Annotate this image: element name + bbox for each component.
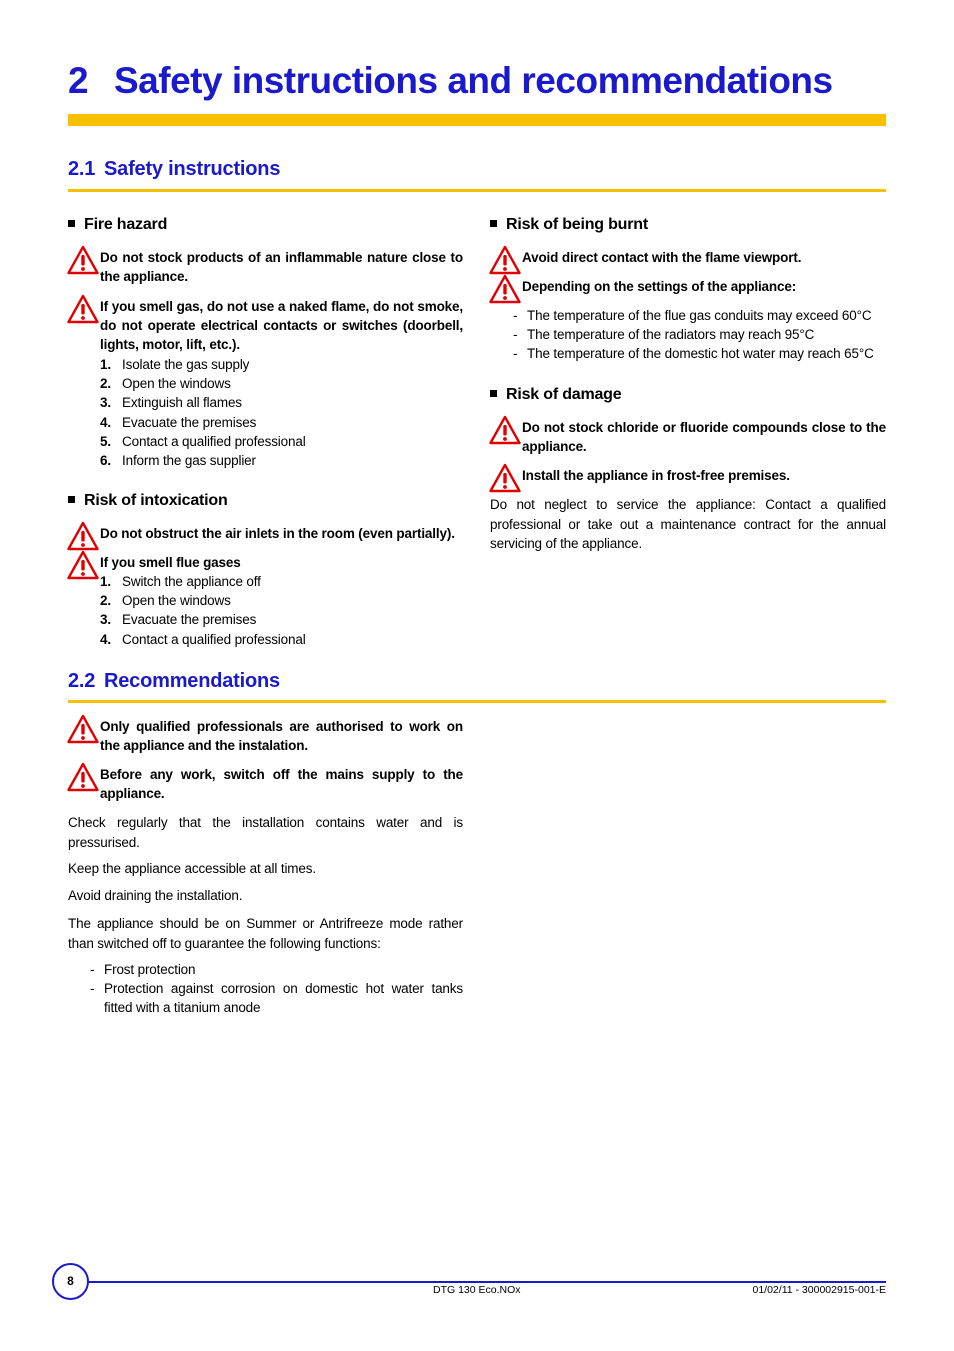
chapter-title	[68, 60, 833, 102]
list-text: The temperature of the radiators may reach 95°C	[527, 327, 815, 343]
warning-triangle-icon	[489, 274, 521, 304]
subheading-fire-hazard	[68, 216, 167, 234]
list-number: 1.	[100, 574, 111, 589]
bullet-square-icon	[68, 496, 75, 503]
bullet-square-icon	[68, 220, 75, 227]
bullet-square-icon	[490, 220, 497, 227]
chapter-bar	[68, 114, 886, 126]
warning-text: Avoid direct contact with the flame viewport.	[522, 250, 802, 265]
subheading-text: Risk of damage	[506, 386, 622, 403]
warning-triangle-icon	[489, 245, 521, 275]
list-item: - The temperature of the flue gas conduits may exceed 60°C	[513, 308, 872, 323]
section-title-text: Safety instructions	[104, 158, 281, 180]
paragraph-mode: The appliance should be on Summer or Antrifreeze mode rather than switched off to guarantee the following functions:	[68, 916, 463, 951]
dash-list-functions	[90, 960, 463, 1018]
section-number: 2.1	[68, 158, 96, 180]
warning-triangle-icon	[67, 245, 99, 275]
list-text: Isolate the gas supply	[122, 357, 250, 372]
warning-text: Before any work, switch off the mains supply to the appliance.	[100, 767, 463, 802]
list-text: Protection against corrosion on domestic hot water tanks fitted with a titanium anode	[104, 981, 463, 1016]
warning-text: Depending on the settings of the appliance:	[522, 279, 797, 294]
numbered-list-fire	[100, 355, 463, 470]
section-title-text: Recommendations	[104, 670, 280, 692]
section-rule	[68, 700, 886, 703]
list-item	[100, 355, 463, 374]
paragraph-accessible: Keep the appliance accessible at all times.	[68, 861, 316, 876]
warning-text: If you smell flue gases	[100, 555, 241, 570]
list-item	[100, 413, 463, 432]
list-item	[100, 610, 463, 629]
list-text: Inform the gas supplier	[122, 453, 256, 469]
warning-triangle-icon	[67, 714, 99, 744]
footer-reference: 01/02/11 - 300002915-001-E	[752, 1284, 886, 1296]
subheading-risk-of-damage	[490, 386, 621, 404]
chapter-title-text: Safety instructions and recommendations	[114, 60, 833, 101]
section-title-safety-instructions	[68, 158, 280, 181]
list-number: 1.	[100, 357, 111, 372]
list-text: Contact a qualified professional	[122, 433, 306, 449]
warning-triangle-icon	[67, 550, 99, 580]
subheading-text: Risk of being burnt	[506, 216, 648, 233]
list-text: Evacuate the premises	[122, 612, 257, 628]
list-number: 2.	[100, 593, 111, 609]
paragraph-check: Check regularly that the installation contains water and is pressurised.	[68, 815, 463, 850]
paragraph-service: Do not neglect to service the appliance: Contact a qualified professional or take out a maintenance contract for the annual servicing of the appliance.	[490, 497, 886, 551]
warning-text: Install the appliance in frost-free premises.	[522, 468, 790, 483]
list-number: 6.	[100, 453, 111, 469]
warning-text: Only qualified professionals are authorised to work on the appliance and the instalation.	[100, 719, 463, 754]
list-item	[100, 451, 463, 470]
page-number: 8	[52, 1263, 89, 1300]
warning-triangle-icon	[67, 521, 99, 551]
list-item	[100, 432, 463, 451]
list-text: The temperature of the flue gas conduits may exceed 60°C	[527, 308, 872, 323]
section-number: 2.2	[68, 670, 96, 692]
list-text: Extinguish all flames	[122, 395, 242, 411]
list-text: Evacuate the premises	[122, 414, 257, 430]
list-item	[100, 591, 463, 610]
list-number: 3.	[100, 395, 111, 411]
warning-text: Do not stock chloride or fluoride compounds close to the appliance.	[522, 420, 886, 455]
numbered-list-intoxication	[100, 572, 463, 649]
footer-rule	[86, 1281, 886, 1283]
list-item	[100, 572, 463, 591]
warning-text: Do not obstruct the air inlets in the room (even partially).	[100, 526, 455, 541]
list-text: Open the windows	[122, 593, 231, 609]
warning-triangle-icon	[489, 415, 521, 445]
list-text: Open the windows	[122, 376, 231, 392]
list-item: - Frost protection	[90, 960, 463, 979]
subheading-risk-of-intoxication	[68, 492, 228, 510]
list-text: Switch the appliance off	[122, 574, 261, 589]
footer-product: DTG 130 Eco.NOx	[433, 1284, 521, 1296]
paragraph-draining: Avoid draining the installation.	[68, 888, 243, 903]
warning-triangle-icon	[67, 294, 99, 324]
list-item	[100, 630, 463, 649]
warning-triangle-icon	[489, 463, 521, 493]
list-item: - Protection against corrosion on domestic hot water tanks fitted with a titanium anode	[90, 979, 463, 1017]
warning-text: Do not stock products of an inflammable nature close to the appliance.	[100, 250, 463, 285]
list-number: 4.	[100, 414, 111, 430]
warning-text: If you smell gas, do not use a naked flame, do not smoke, do not operate electrical contacts or switches (doorbell, lights, motor, lift, etc.).	[100, 299, 463, 353]
list-item	[100, 374, 463, 393]
warning-triangle-icon	[67, 762, 99, 792]
chapter-number: 2	[68, 60, 89, 101]
list-text: The temperature of the domestic hot water may reach 65°C	[527, 346, 874, 362]
list-number: 5.	[100, 433, 111, 449]
subheading-risk-of-being-burnt	[490, 216, 648, 234]
subheading-text: Fire hazard	[84, 216, 168, 233]
dash-list-burnt	[513, 306, 886, 364]
list-item: - The temperature of the domestic hot water may reach 65°C	[513, 346, 874, 362]
list-item	[100, 393, 463, 412]
list-number: 2.	[100, 376, 111, 392]
list-number: 3.	[100, 612, 111, 628]
list-item: - The temperature of the radiators may reach 95°C	[513, 327, 815, 343]
section-rule	[68, 189, 886, 192]
section-title-recommendations	[68, 670, 280, 693]
bullet-square-icon	[490, 390, 497, 397]
subheading-text: Risk of intoxication	[84, 492, 228, 509]
list-number: 4.	[100, 631, 111, 647]
list-text: Contact a qualified professional	[122, 631, 306, 647]
list-text: Frost protection	[104, 962, 196, 977]
